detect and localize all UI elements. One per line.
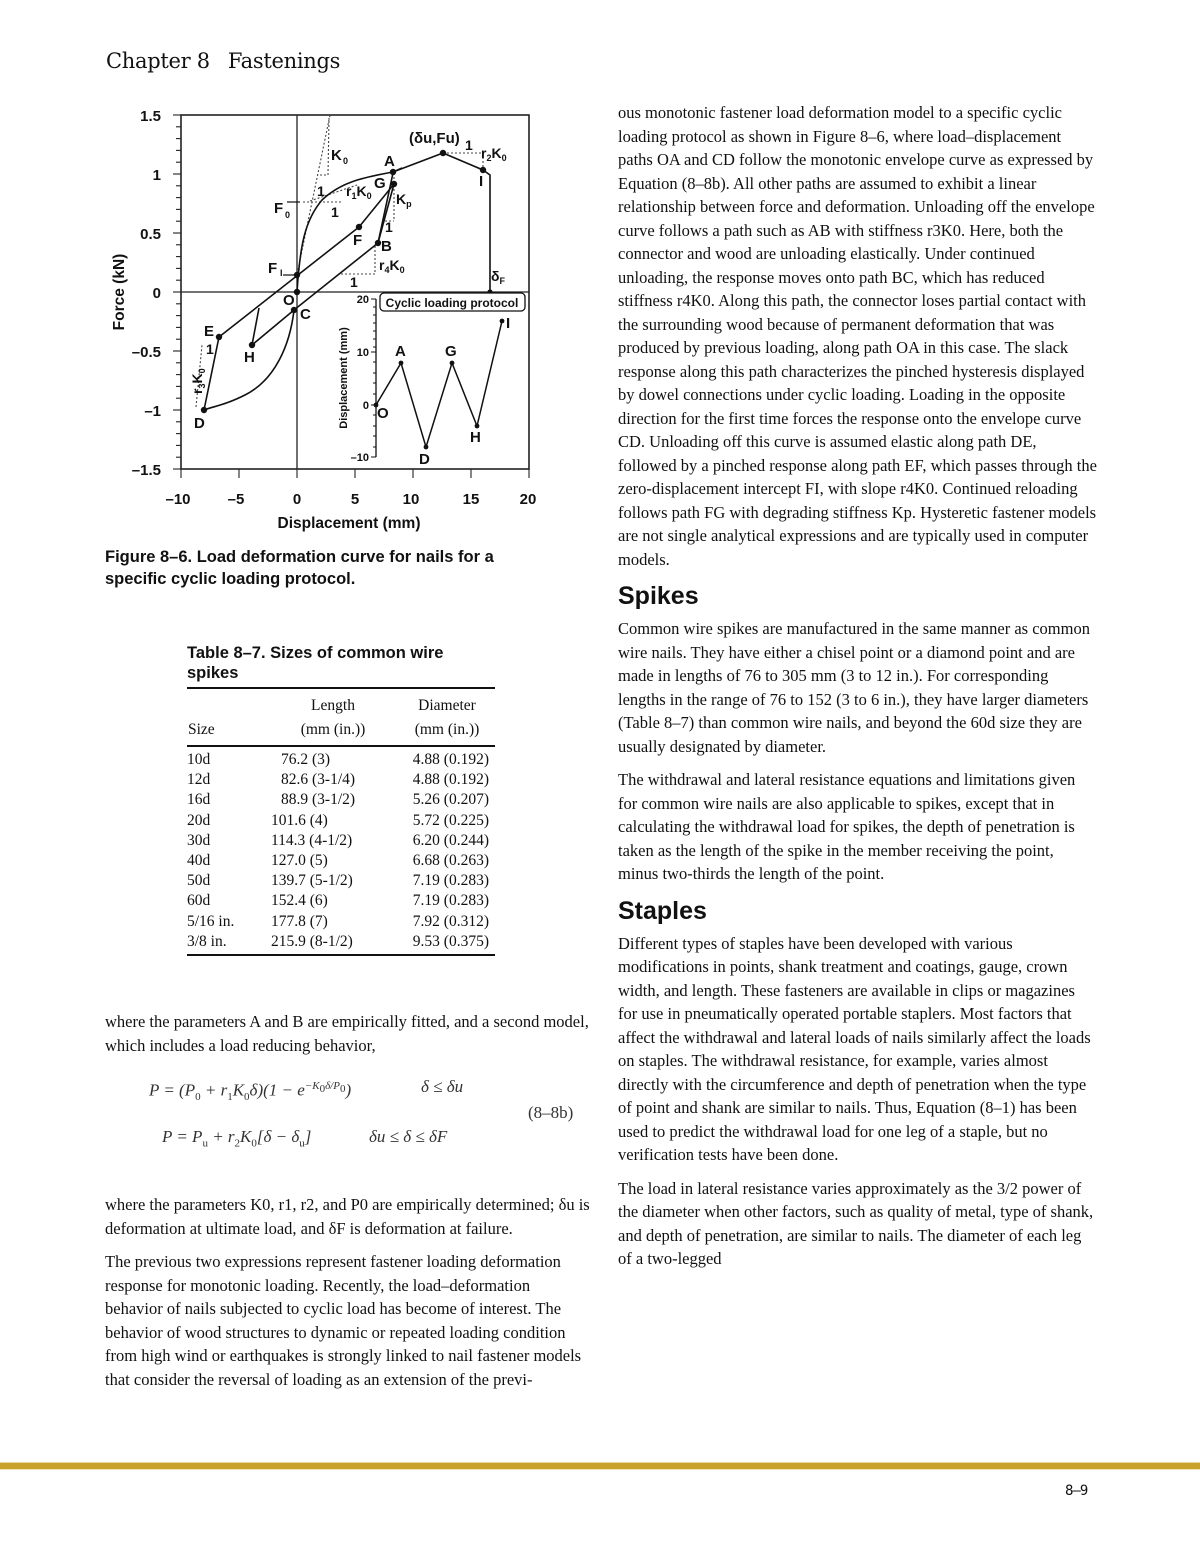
cyclic-model-paragraph: ous monotonic fastener load deformation model to a specific cyclic loading protocol as shown in Figure 8–6, where load–displacement paths OA and CD follow the monotonic envelope curve as expressed by Equation (8–8b). All other paths are assumed to exhibit a linear relationship between force and deformation. Unloading off the envelope curve follows a path such as AB with stiffness r3K0. Here, both the connector and wood are unloading elastically. Under continued unloading, the response moves onto path BC, which has reduced stiffness r4K0. Along this path, the connector loses partial contact with the surrounding wood because of permanent deformation that was produced by previous loading, along path OA in this case. The slack response along this path characterizes the pinched hysteresis displayed by dowel connections under cyclic loading. Loading in the opposite direction for the first time forces the response onto the envelope curve CD. Unloading off this curve is assumed elastic along path DE, followed by a pinched response along path EF, which passes through the zero-displacement intercept FI, with slope r4K0. Continued reloading follows path FG with degrading stiffness Kp. Hysteretic fastener models are not single analytical expressions and are typically used in computer models. [618,103,1097,569]
svg-text:K: K [331,147,342,164]
left-column-text [105,1010,590,1401]
table-row: 5/16 in. 177.8 (7) 7.92 (0.312) [187,912,489,930]
svg-text:Displacement (mm): Displacement (mm) [338,327,350,429]
spike-sizes-table [187,687,495,956]
svg-text:δF: $\delta_F$ [491,268,505,286]
svg-text:B: B [381,238,392,255]
inset-cyclic-protocol [338,293,525,468]
svg-text:F: F [274,200,284,217]
figure-8-6 [100,100,545,540]
svg-text:D: D [194,415,205,432]
svg-text:1: 1 [350,274,358,290]
svg-text:5: 5 [350,491,360,508]
svg-text:1: 1 [331,204,339,220]
svg-text:G: G [445,343,457,360]
svg-text:I: I [479,173,484,190]
table-row: 50d 139.7 (5-1/2) 7.19 (0.283) [187,872,489,890]
chapter-label: Chapter 8 [106,49,210,73]
y-axis-label: Force (kN) [111,253,128,331]
equation-8-8b [105,1069,590,1179]
table-row: 3/8 in. 215.9 (8-1/2) 9.53 (0.375) [187,932,495,955]
svg-text:–0.5: –0.5 [131,344,161,361]
table-title: Table 8–7. Sizes of common wire spikes [187,644,444,682]
svg-text:E: E [204,323,215,340]
svg-text:0: 0 [292,491,302,508]
load-deformation-chart [100,100,545,540]
chapter-title: Fastenings [227,49,341,73]
svg-text:–5: –5 [227,491,245,508]
svg-text:(δu,Fu): (δu,Fu) [409,130,460,147]
table-8-7 [187,643,495,956]
spikes-paragraph-1: Common wire spikes are manufactured in the same manner as common wire nails. They have either a chisel point or a diamond point and are made in lengths of 76 to 305 mm (3 to 12 in.). For corresponding lengths in the range of 76 to 152 (3 to 6 in.), they have larger diameters (Table 8–7) than common wire nails, and beyond the 60d size they are usually designated by diameter. [618,619,1090,756]
table-row: 30d 114.3 (4-1/2) 6.20 (0.244) [187,831,489,849]
table-row: 60d 152.4 (6) 7.19 (0.283) [187,892,489,910]
svg-text:F: F [268,260,278,277]
svg-text:F: F [353,232,363,249]
length-unit: (mm (in.)) [267,718,399,746]
svg-text:–1.5: –1.5 [131,462,161,479]
svg-text:1: 1 [465,137,473,153]
svg-text:C: C [300,306,311,323]
svg-text:15: 15 [462,491,480,508]
svg-text:0: 0 [285,210,291,220]
svg-text:r3K0: $r_3K_0$ [189,368,207,394]
running-head [106,49,340,73]
equation-number: (8–8b) [528,1103,574,1122]
size-header: Size [187,718,267,746]
diameter-header: Diameter [399,688,495,718]
svg-text:10: 10 [356,347,369,359]
section-heading-staples: Staples [618,896,707,925]
table-row: 20d 101.6 (4) 5.72 (0.225) [187,811,489,829]
equation-condition-2: δu ≤ δ ≤ δF [369,1127,448,1146]
svg-text:–10: –10 [350,452,369,464]
staples-paragraph-2: The load in lateral resistance varies approximately as the 3/2 power of the diameter when other factors, such as quality of metal, type of shank, and depth of penetration, are similar to nails. The diameter of each leg of a two-legged [618,1178,1094,1268]
footer-rule [0,1462,1200,1470]
svg-text:0.5: 0.5 [140,226,161,243]
svg-text:1: 1 [385,219,393,235]
parameters-paragraph: where the parameters K0, r1, r2, and P0 are empirically determined; δu is deformation at ultimate load, and δF is deformation at failure. [105,1195,590,1238]
equation-line-2: $P = P_u + r_2K_0[\delta - \delta_u]$ [162,1127,312,1150]
cyclic-intro-paragraph: The previous two expressions represent fastener loading deformation response for monotonic loading. Recently, the load–deformation behavior of nails subjected to cyclic load has become of interest. The behavior of wood structures to dynamic or repeated loading condition from high wind or earthquakes is strongly linked to nail fastener models that consider the reversal of loading as an extension of the previ- [105,1252,582,1389]
staples-paragraph-1: Different types of staples have been developed with various modifications in points, shank treatment and coatings, gauge, crown width, and length. These fasteners are available in clips or magazines for use in pneumatically operated portable staplers. Most factors that affect the withdrawal and lateral loads of nails similarly affect the loads on staples. The withdrawal resistance, for example, varies almost directly with the circumference and depth of penetration when the type of point and shank are similar to nails. Thus, Equation (8–1) has been used to predict the withdrawal load for one leg of a staple, but no verification tests have been done. [618,933,1091,1164]
table-row: 16d 88.9 (3-1/2) 5.26 (0.207) [187,791,489,809]
y-tick-labels [132,108,161,479]
svg-text:1.5: 1.5 [140,108,161,125]
svg-text:1: 1 [317,183,325,199]
table-row: 12d 82.6 (3-1/4) 4.88 (0.192) [187,771,489,789]
equation-line-1: $P = (P_0 + r_1K_0\delta)(1 - e^{-K_0\delta/P_0})$ [149,1080,352,1104]
length-header: Length [267,688,399,718]
svg-text:I: I [506,315,511,332]
x-axis-label: Displacement (mm) [277,515,421,532]
svg-text:r2K0: $r_2K_0$ [481,145,507,163]
svg-text:r1K0: $r_1K_0$ [346,183,372,201]
svg-text:20: 20 [356,294,369,306]
right-column-text [618,101,1098,1281]
inset-title: Cyclic loading protocol [385,296,519,310]
svg-text:10: 10 [402,491,420,508]
svg-text:0: 0 [152,285,161,302]
svg-text:0: 0 [362,400,369,412]
svg-text:Kp: $K_p$ [396,191,412,209]
svg-text:H: H [244,349,255,366]
x-tick-labels [165,491,536,508]
page-number: 8–9 [1065,1483,1088,1499]
svg-text:G: G [374,175,386,192]
figure-caption: Figure 8–6. Load deformation curve for nails for a specific cyclic loading protocol. [105,548,494,588]
svg-text:I: I [280,268,283,278]
svg-text:1: 1 [152,167,161,184]
svg-text:O: O [283,292,295,309]
svg-text:O: O [377,405,389,422]
svg-text:–10: –10 [165,491,191,508]
section-heading-spikes: Spikes [618,582,699,610]
svg-text:H: H [470,429,481,446]
svg-text:A: A [395,343,406,360]
svg-text:A: A [384,153,395,170]
table-row: 40d 127.0 (5) 6.68 (0.263) [187,852,489,870]
equation-condition-1: δ ≤ δu [421,1077,464,1096]
svg-text:D: D [419,451,430,468]
svg-text:0: 0 [343,156,349,166]
table-row: 10d 76.2 (3) 4.88 (0.192) [187,751,489,768]
svg-text:20: 20 [519,491,537,508]
equation-intro: where the parameters A and B are empirically fitted, and a second model, which includes a load reducing behavior, [105,1012,589,1055]
spikes-paragraph-2: The withdrawal and lateral resistance equations and limitations given for common wire nails are also applicable to spikes, except that in calculating the withdrawal load for spikes, the depth of penetration is taken as the length of the spike in the member receiving the point, minus two-thirds the length of the point. [618,770,1076,883]
svg-text:r4K0: $r_4K_0$ [379,257,405,275]
svg-text:1: 1 [206,341,214,357]
svg-text:–1: –1 [144,403,161,420]
diameter-unit: (mm (in.)) [399,718,495,746]
